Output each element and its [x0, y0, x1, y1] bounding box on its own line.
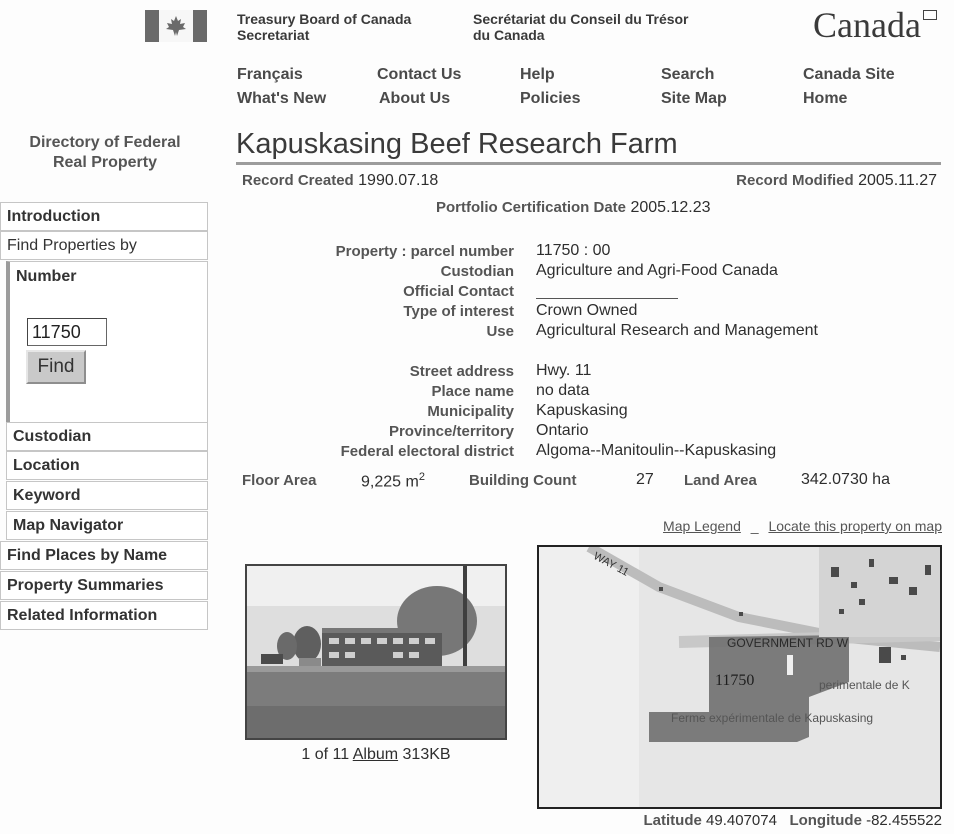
property-number-input[interactable]	[27, 318, 107, 346]
parcel-number-label: Property : parcel number	[335, 243, 514, 260]
map-legend-link[interactable]: Map Legend	[663, 518, 741, 534]
farm-label: Ferme expérimentale de Kapuskasing	[671, 711, 874, 725]
tbs-name-french[interactable]: Secrétariat du Conseil du Trésor du Canada	[473, 11, 689, 43]
electoral-district-label: Federal electoral district	[340, 443, 514, 460]
latitude-label: Latitude	[643, 812, 702, 829]
nav-help[interactable]: Help	[520, 66, 555, 83]
farm-building-photo	[247, 566, 505, 738]
floor-area-value: 9,225 $m^2$	[361, 471, 425, 491]
portfolio-certification	[436, 199, 711, 217]
land-area-label: Land Area	[684, 472, 757, 489]
property-map[interactable]	[537, 545, 942, 809]
record-modified-value: 2005.11.27	[858, 172, 937, 189]
photo-caption: 1 of 11 Album 313KB	[301, 746, 451, 763]
land-area-value: 342.0730 ha	[801, 471, 890, 488]
parcel-map-image	[539, 547, 940, 807]
title-divider	[236, 162, 941, 165]
map-links: Map Legend _ Locate this property on map	[663, 518, 942, 534]
sidebar-item-find-properties-by: Find Properties by	[0, 231, 208, 260]
nav-policies[interactable]: Policies	[520, 90, 581, 107]
certification-label: Portfolio Certification Date	[436, 199, 627, 216]
municipality-value: Kapuskasing	[536, 402, 628, 419]
wordmark-flag-icon	[923, 10, 937, 20]
record-created-value: 1990.07.18	[358, 172, 439, 189]
custodian-value: Agriculture and Agri-Food Canada	[536, 262, 778, 279]
locate-property-link[interactable]: Locate this property on map	[768, 518, 942, 534]
record-modified	[736, 172, 937, 190]
electoral-district-value: Algoma--Manitoulin--Kapuskasing	[536, 442, 777, 459]
sidebar-item-custodian[interactable]: Custodian	[6, 422, 208, 451]
official-contact-label: Official Contact	[403, 283, 514, 300]
place-name-value: no data	[536, 382, 590, 399]
record-created-label: Record Created	[242, 172, 354, 189]
province-value: Ontario	[536, 422, 589, 439]
property-photo[interactable]	[245, 564, 507, 740]
building-count-label: Building Count	[469, 472, 577, 489]
street-address-label: Street address	[409, 363, 514, 380]
road-label: GOVERNMENT RD W	[727, 636, 849, 650]
highway-label: WAY 11	[591, 550, 631, 579]
map-coordinates	[644, 812, 943, 829]
sidebar-item-location[interactable]: Location	[6, 451, 208, 480]
number-label: Number	[16, 268, 77, 285]
sidebar-item-find-places[interactable]: Find Places by Name	[0, 541, 208, 570]
custodian-label: Custodian	[440, 263, 514, 280]
maple-leaf-icon	[165, 15, 187, 37]
nav-whats-new[interactable]: What's New	[237, 90, 327, 107]
place-name-label: Place name	[431, 383, 514, 400]
nav-site-map[interactable]: Site Map	[661, 90, 727, 107]
album-link[interactable]: Album	[352, 746, 399, 763]
nav-about-us[interactable]: About Us	[379, 90, 451, 107]
use-value: Agricultural Research and Management	[536, 322, 818, 339]
find-button[interactable]: Find	[26, 350, 86, 384]
floor-area-label: Floor Area	[242, 472, 317, 489]
directory-title: Directory of Federal Real Property	[29, 134, 181, 171]
sidebar-item-map-navigator[interactable]: Map Navigator	[6, 511, 208, 540]
nav-home[interactable]: Home	[803, 90, 848, 107]
nav-francais[interactable]: Français	[237, 66, 303, 83]
page-title: Kapuskasing Beef Research Farm	[236, 128, 678, 160]
use-label: Use	[486, 323, 514, 340]
building-count-value: 27	[636, 471, 654, 488]
longitude-value: -82.455522	[866, 812, 942, 829]
parcel-number-value: 11750 : 00	[536, 242, 611, 259]
canada-wordmark: Canada	[813, 5, 921, 45]
record-created	[242, 172, 438, 190]
parcel-label: 11750	[715, 672, 755, 689]
province-label: Province/territory	[388, 423, 514, 440]
sidebar-item-introduction[interactable]: Introduction	[0, 202, 208, 231]
street-address-value: Hwy. 11	[536, 362, 592, 379]
tbs-name-english[interactable]: Treasury Board of Canada Secretariat	[237, 11, 412, 43]
sidebar-item-property-summaries[interactable]: Property Summaries	[0, 571, 208, 600]
nav-canada-site[interactable]: Canada Site	[803, 66, 895, 83]
sidebar-item-related-information[interactable]: Related Information	[0, 601, 208, 630]
find-by-number-panel	[6, 261, 208, 425]
farm-label-east: perimentale de K	[819, 678, 910, 692]
sidebar-item-keyword[interactable]: Keyword	[6, 481, 208, 510]
municipality-label: Municipality	[427, 403, 514, 420]
nav-search[interactable]: Search	[661, 66, 715, 83]
type-of-interest-value: Crown Owned	[536, 302, 638, 319]
certification-value: 2005.12.23	[630, 199, 711, 216]
official-contact-value	[536, 298, 678, 299]
nav-contact-us[interactable]: Contact Us	[377, 66, 462, 83]
type-of-interest-label: Type of interest	[403, 303, 514, 320]
longitude-label: Longitude	[789, 812, 862, 829]
latitude-value: 49.407074	[706, 812, 777, 829]
canada-flag-logo	[145, 10, 207, 42]
record-modified-label: Record Modified	[736, 172, 854, 189]
